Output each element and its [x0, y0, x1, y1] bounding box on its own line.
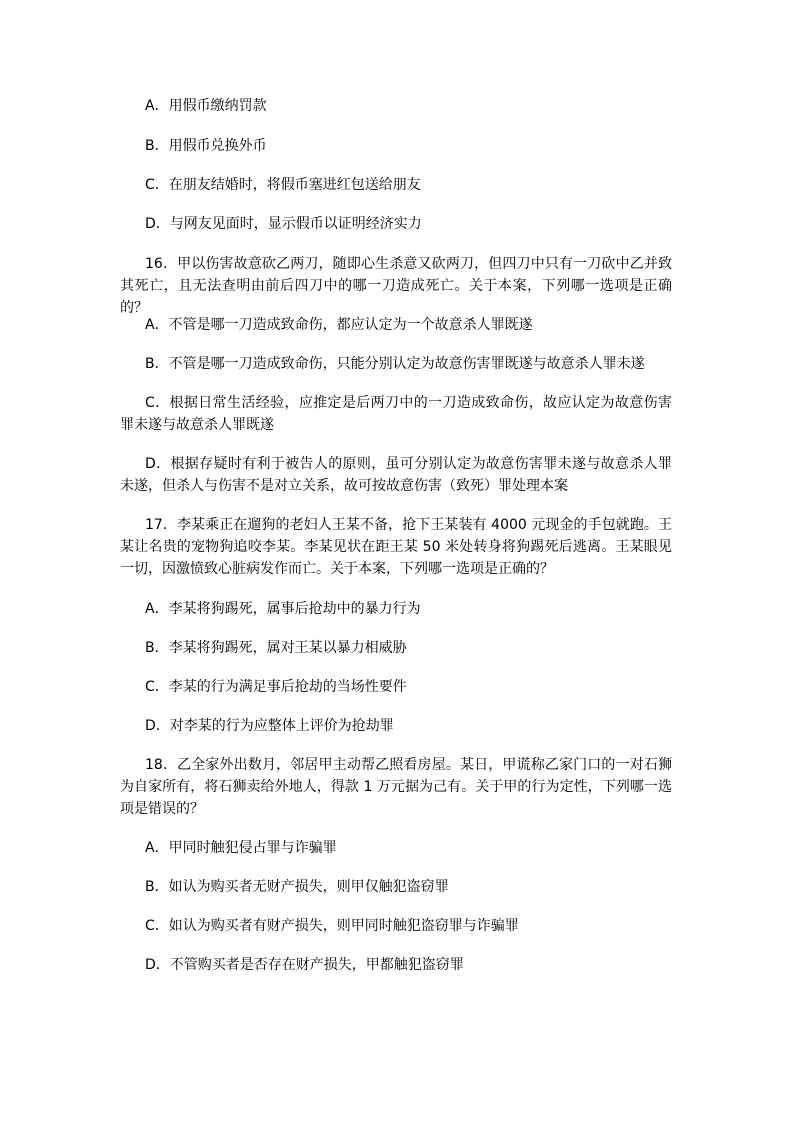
q18-option-d: D．不管购买者是否存在财产损失，甲都触犯盗窃罪 [145, 957, 464, 973]
q15-option-a: A．用假币缴纳罚款 [145, 98, 267, 114]
q16-option-a: A．不管是哪一刀造成致命伤，都应认定为一个故意杀人罪既遂 [145, 317, 533, 333]
q17-option-a: A．李某将狗踢死，属事后抢劫中的暴力行为 [145, 601, 421, 617]
q15-option-b: B．用假币兑换外币 [145, 138, 267, 154]
q16-option-c: C．根据日常生活经验，应推定是后两刀中的一刀造成致命伤，故应认定为故意伤害罪未遂与故意杀人罪既遂 [120, 395, 672, 433]
q18-stem: 18．乙全家外出数月，邻居甲主动帮乙照看房屋。某日，甲谎称乙家门口的一对石狮为自家所有，将石狮卖给外地人，得款 1 万元据为己有。关于甲的行为定性，下列哪一选项是错误的？ [120, 757, 672, 817]
q16-stem: 16．甲以伤害故意砍乙两刀，随即心生杀意又砍两刀，但四刀中只有一刀砍中乙并致其死亡，且无法查明由前后四刀中的哪一刀造成死亡。关于本案，下列哪一选项是正确的？ [120, 256, 672, 316]
q17-option-b: B．李某将狗踢死，属对王某以暴力相威胁 [145, 640, 407, 656]
q18-option-c: C．如认为购买者有财产损失，则甲同时触犯盗窃罪与诈骗罪 [145, 918, 519, 934]
q18-option-a: A．甲同时触犯侵占罪与诈骗罪 [145, 840, 337, 856]
q17-option-c: C．李某的行为满足事后抢劫的当场性要件 [145, 679, 407, 695]
q17-option-d: D．对李某的行为应整体上评价为抢劫罪 [145, 718, 394, 734]
q16-option-d: D．根据存疑时有利于被告人的原则，虽可分别认定为故意伤害罪未遂与故意杀人罪未遂，但杀人与伤害不是对立关系，故可按故意伤害（致死）罪处理本案 [120, 456, 672, 494]
q16-option-b: B．不管是哪一刀造成致命伤，只能分别认定为故意伤害罪既遂与故意杀人罪未遂 [145, 356, 645, 372]
q18-option-b: B．如认为购买者无财产损失，则甲仅触犯盗窃罪 [145, 879, 449, 895]
q15-option-c: C．在朋友结婚时，将假币塞进红包送给朋友 [145, 177, 421, 193]
q15-option-d: D．与网友见面时，显示假币以证明经济实力 [145, 216, 422, 232]
q17-stem: 17．李某乘正在遛狗的老妇人王某不备，抢下王某装有 4000 元现金的手包就跑。王某让名贵的宠物狗追咬李某。李某见状在距王某 50 米处转身将狗踢死后逃离。王某眼见一切，因激愤致心脏病发作而亡。关于本案，下列哪一选项是正确的？ [120, 517, 672, 577]
